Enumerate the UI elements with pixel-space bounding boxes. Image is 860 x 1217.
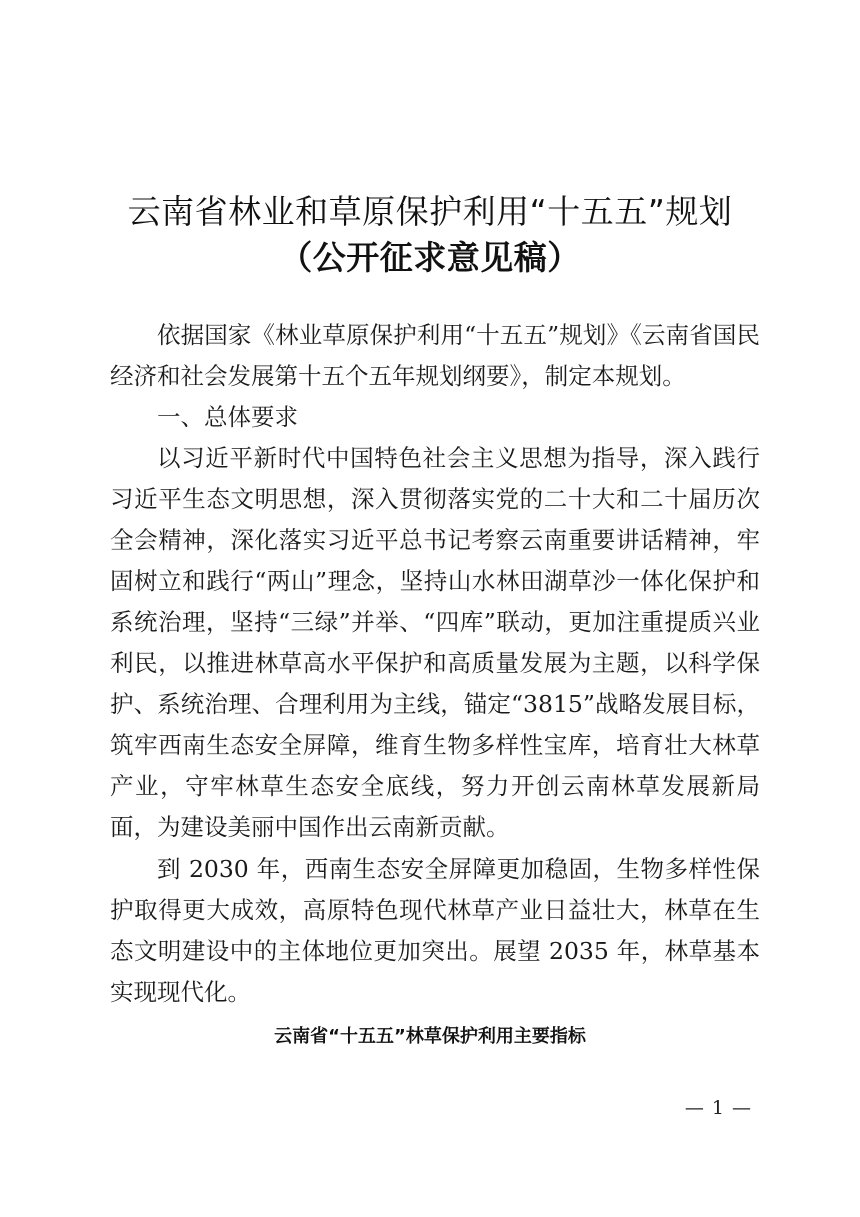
table-caption: 云南省“十五五”林草保护利用主要指标 <box>274 1026 586 1047</box>
document-subtitle: （公开征求意见稿） <box>279 238 581 277</box>
guiding-principles-paragraph: 以习近平新时代中国特色社会主义思想为指导，深入践行习近平生态文明思想，深入贯彻落实党的二十大和二十届历次全会精神，深化落实习近平总书记考察云南重要讲话精神，牢固树立和践行“两山”理念，坚持山水林田湖草沙一体化保护和系统治理，坚持“三绿”并举、“四库”联动，更加注重提质兴业利民，以推进林草高水平保护和高质量发展为主题，以科学保护、系统治理、合理利用为主线，锚定“3815”战略发展目标，筑牢西南生态安全屏障，维育生物多样性宝库，培育壮大林草产业，守牢林草生态安全底线，努力开创云南林草发展新局面，为建设美丽中国作出云南新贡献。 <box>110 444 760 841</box>
guiding-principles-paragraph-block <box>110 438 760 848</box>
intro-paragraph: 依据国家《林业草原保护利用“十五五”规划》《云南省国民经济和社会发展第十五个五年规划纲要》，制定本规划。 <box>110 321 760 390</box>
document-title: 云南省林业和草原保护利用“十五五”规划 <box>127 192 733 231</box>
page-number: — 1 — <box>684 1097 752 1119</box>
intro-paragraph-block <box>110 315 760 397</box>
section-heading-block <box>110 397 760 438</box>
goals-paragraph-block <box>110 849 760 1013</box>
goals-paragraph: 到 2030 年，西南生态安全屏障更加稳固，生物多样性保护取得更大成效，高原特色现代林草产业日益壮大，林草在生态文明建设中的主体地位更加突出。展望 2035 年，林草基本实现现代化。 <box>110 855 760 1006</box>
section-heading: 一、总体要求 <box>157 403 298 431</box>
